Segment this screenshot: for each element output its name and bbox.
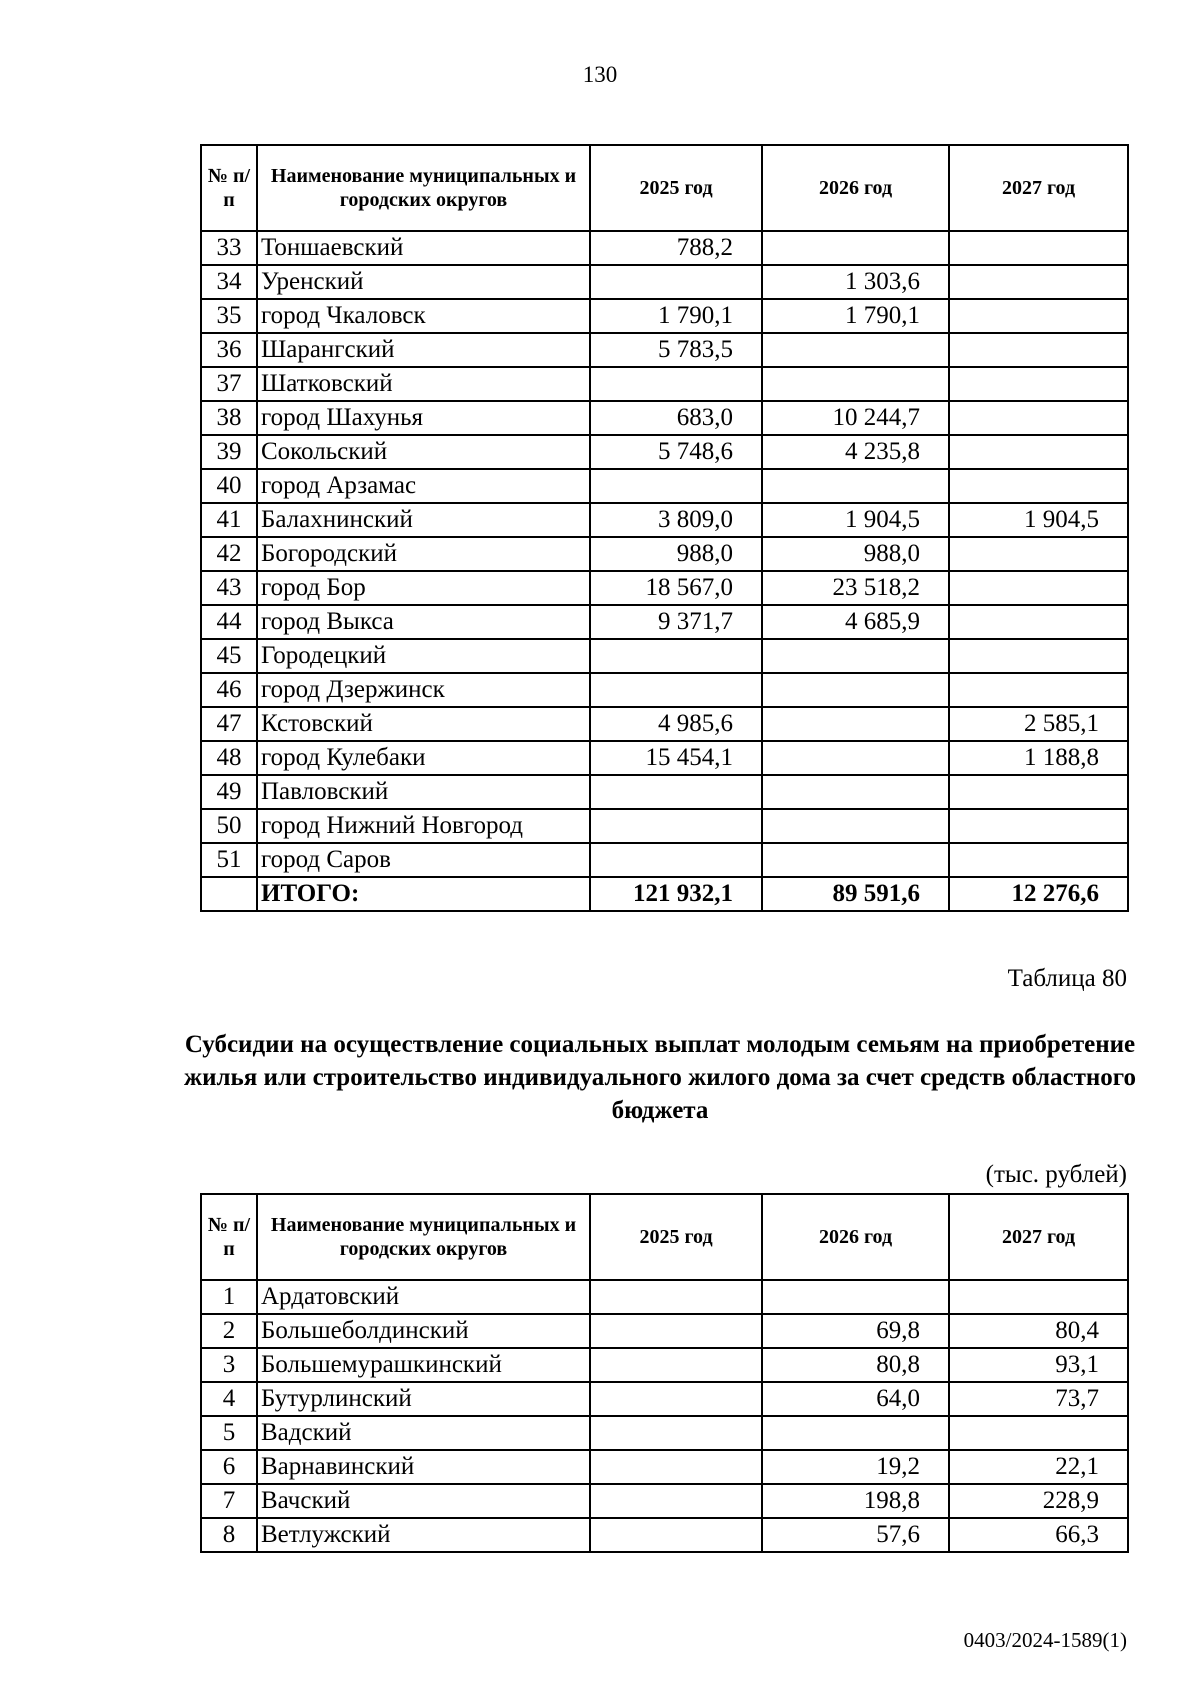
municipality-name: Ветлужский xyxy=(257,1518,590,1552)
municipality-name: Шарангский xyxy=(257,333,590,367)
page-number: 130 xyxy=(582,62,618,87)
col-header-2027: 2027 год xyxy=(949,1194,1128,1280)
value-2027: 2 585,1 xyxy=(949,707,1128,741)
municipality-name: город Саров xyxy=(257,843,590,877)
table-row xyxy=(201,265,1128,299)
value-2025 xyxy=(590,1450,762,1484)
row-number: 36 xyxy=(201,333,257,367)
municipal-subsidy-table-continued xyxy=(200,144,1129,912)
municipality-name: город Кулебаки xyxy=(257,741,590,775)
municipality-name: город Нижний Новгород xyxy=(257,809,590,843)
table-title: Субсидии на осуществление социальных выплат молодым семьям на приобретение жилья или строительство индивидуального жилого дома за счет средств областного бюджета xyxy=(183,1031,1137,1124)
municipality-name: Балахнинский xyxy=(257,503,590,537)
value-2026 xyxy=(762,707,949,741)
value-2027: 80,4 xyxy=(949,1314,1128,1348)
total-label: ИТОГО: xyxy=(257,877,590,911)
col-header-2027: 2027 год xyxy=(949,145,1128,231)
value-2027 xyxy=(949,809,1128,843)
value-2025: 683,0 xyxy=(590,401,762,435)
table-row xyxy=(201,707,1128,741)
table-row xyxy=(201,333,1128,367)
municipality-name: Большеболдинский xyxy=(257,1314,590,1348)
total-number xyxy=(201,877,257,911)
table-header-row xyxy=(201,1194,1128,1280)
value-2027: 73,7 xyxy=(949,1382,1128,1416)
value-2026 xyxy=(762,673,949,707)
row-number: 51 xyxy=(201,843,257,877)
value-2025: 5 783,5 xyxy=(590,333,762,367)
municipality-name: город Чкаловск xyxy=(257,299,590,333)
table-row xyxy=(201,435,1128,469)
table-label: Таблица 80 xyxy=(1007,965,1127,992)
value-2026 xyxy=(762,775,949,809)
table-row xyxy=(201,1348,1128,1382)
value-2027: 1 904,5 xyxy=(949,503,1128,537)
value-2025 xyxy=(590,1314,762,1348)
value-2025 xyxy=(590,673,762,707)
municipality-name: Богородский xyxy=(257,537,590,571)
value-2027 xyxy=(949,537,1128,571)
table-row xyxy=(201,741,1128,775)
municipality-name: Тоншаевский xyxy=(257,231,590,265)
table-row xyxy=(201,537,1128,571)
value-2027: 228,9 xyxy=(949,1484,1128,1518)
document-code: 0403/2024-1589(1) xyxy=(963,1628,1127,1652)
row-number: 46 xyxy=(201,673,257,707)
value-2025 xyxy=(590,1348,762,1382)
municipality-name: город Бор xyxy=(257,571,590,605)
row-number: 1 xyxy=(201,1280,257,1314)
value-2026 xyxy=(762,809,949,843)
value-2025 xyxy=(590,1416,762,1450)
row-number: 8 xyxy=(201,1518,257,1552)
municipality-name: Шатковский xyxy=(257,367,590,401)
table-row xyxy=(201,231,1128,265)
municipality-name: Кстовский xyxy=(257,707,590,741)
value-2025: 18 567,0 xyxy=(590,571,762,605)
value-2027: 93,1 xyxy=(949,1348,1128,1382)
col-header-number: № п/п xyxy=(201,145,257,231)
col-header-municipality: Наименование муниципальных и городских округов xyxy=(257,145,590,231)
young-families-subsidy-table xyxy=(200,1193,1129,1553)
row-number: 6 xyxy=(201,1450,257,1484)
table-row xyxy=(201,503,1128,537)
table-row xyxy=(201,401,1128,435)
value-2027: 22,1 xyxy=(949,1450,1128,1484)
value-2026: 23 518,2 xyxy=(762,571,949,605)
value-2025 xyxy=(590,809,762,843)
municipality-name: город Арзамас xyxy=(257,469,590,503)
value-2027 xyxy=(949,435,1128,469)
row-number: 47 xyxy=(201,707,257,741)
value-2027 xyxy=(949,1280,1128,1314)
value-2027 xyxy=(949,265,1128,299)
col-header-2026: 2026 год xyxy=(762,1194,949,1280)
row-number: 48 xyxy=(201,741,257,775)
row-number: 5 xyxy=(201,1416,257,1450)
value-2025: 9 371,7 xyxy=(590,605,762,639)
table-row xyxy=(201,367,1128,401)
municipality-name: Уренский xyxy=(257,265,590,299)
row-number: 44 xyxy=(201,605,257,639)
row-number: 43 xyxy=(201,571,257,605)
total-row xyxy=(201,877,1128,911)
table-row xyxy=(201,1280,1128,1314)
municipality-name: Варнавинский xyxy=(257,1450,590,1484)
value-2025 xyxy=(590,639,762,673)
value-2025 xyxy=(590,1382,762,1416)
municipality-name: Вачский xyxy=(257,1484,590,1518)
value-2025 xyxy=(590,1484,762,1518)
value-2026 xyxy=(762,639,949,673)
value-2026 xyxy=(762,741,949,775)
value-2026: 57,6 xyxy=(762,1518,949,1552)
row-number: 34 xyxy=(201,265,257,299)
value-2027 xyxy=(949,299,1128,333)
municipality-name: Бутурлинский xyxy=(257,1382,590,1416)
table-row xyxy=(201,1382,1128,1416)
value-2025 xyxy=(590,1518,762,1552)
value-2025 xyxy=(590,1280,762,1314)
table-row xyxy=(201,299,1128,333)
col-header-2026: 2026 год xyxy=(762,145,949,231)
table-row xyxy=(201,775,1128,809)
value-2025: 15 454,1 xyxy=(590,741,762,775)
value-2025: 4 985,6 xyxy=(590,707,762,741)
value-2026: 4 235,8 xyxy=(762,435,949,469)
table-row xyxy=(201,843,1128,877)
row-number: 39 xyxy=(201,435,257,469)
municipality-name: город Шахунья xyxy=(257,401,590,435)
table-row xyxy=(201,1416,1128,1450)
row-number: 42 xyxy=(201,537,257,571)
row-number: 33 xyxy=(201,231,257,265)
value-2025 xyxy=(590,843,762,877)
row-number: 2 xyxy=(201,1314,257,1348)
value-2025: 1 790,1 xyxy=(590,299,762,333)
row-number: 40 xyxy=(201,469,257,503)
value-2026 xyxy=(762,367,949,401)
value-2025 xyxy=(590,469,762,503)
municipality-name: город Выкса xyxy=(257,605,590,639)
table-row xyxy=(201,1518,1128,1552)
row-number: 41 xyxy=(201,503,257,537)
row-number: 49 xyxy=(201,775,257,809)
value-2027 xyxy=(949,673,1128,707)
value-2026 xyxy=(762,1280,949,1314)
col-header-2025: 2025 год xyxy=(590,1194,762,1280)
value-2026 xyxy=(762,333,949,367)
value-2025: 988,0 xyxy=(590,537,762,571)
municipality-name: Городецкий xyxy=(257,639,590,673)
municipality-name: Большемурашкинский xyxy=(257,1348,590,1382)
row-number: 45 xyxy=(201,639,257,673)
value-2026 xyxy=(762,231,949,265)
value-2027 xyxy=(949,639,1128,673)
municipality-name: Вадский xyxy=(257,1416,590,1450)
value-2026: 64,0 xyxy=(762,1382,949,1416)
col-header-number: № п/п xyxy=(201,1194,257,1280)
value-2026: 80,8 xyxy=(762,1348,949,1382)
value-2027 xyxy=(949,775,1128,809)
value-2026: 1 303,6 xyxy=(762,265,949,299)
value-2027 xyxy=(949,401,1128,435)
col-header-2025: 2025 год xyxy=(590,145,762,231)
row-number: 50 xyxy=(201,809,257,843)
table-row xyxy=(201,469,1128,503)
row-number: 7 xyxy=(201,1484,257,1518)
value-2026 xyxy=(762,843,949,877)
value-2025 xyxy=(590,367,762,401)
row-number: 3 xyxy=(201,1348,257,1382)
table-row xyxy=(201,1314,1128,1348)
table-row xyxy=(201,605,1128,639)
table-row xyxy=(201,571,1128,605)
value-2027 xyxy=(949,469,1128,503)
table-row xyxy=(201,673,1128,707)
value-2027 xyxy=(949,1416,1128,1450)
value-2027 xyxy=(949,231,1128,265)
value-2027: 66,3 xyxy=(949,1518,1128,1552)
value-2025: 5 748,6 xyxy=(590,435,762,469)
value-2026: 988,0 xyxy=(762,537,949,571)
municipality-name: Сокольский xyxy=(257,435,590,469)
col-header-municipality: Наименование муниципальных и городских округов xyxy=(257,1194,590,1280)
value-2027 xyxy=(949,843,1128,877)
row-number: 4 xyxy=(201,1382,257,1416)
municipality-name: Ардатовский xyxy=(257,1280,590,1314)
value-2026: 19,2 xyxy=(762,1450,949,1484)
value-2026 xyxy=(762,469,949,503)
municipality-name: город Дзержинск xyxy=(257,673,590,707)
row-number: 35 xyxy=(201,299,257,333)
table-row xyxy=(201,639,1128,673)
units-note: (тыс. рублей) xyxy=(985,1161,1127,1188)
value-2025 xyxy=(590,775,762,809)
table-row xyxy=(201,1484,1128,1518)
value-2026 xyxy=(762,1416,949,1450)
table-row xyxy=(201,1450,1128,1484)
value-2026: 1 790,1 xyxy=(762,299,949,333)
value-2025 xyxy=(590,265,762,299)
value-2025: 3 809,0 xyxy=(590,503,762,537)
table-header-row xyxy=(201,145,1128,231)
table-row xyxy=(201,809,1128,843)
row-number: 38 xyxy=(201,401,257,435)
value-2025: 788,2 xyxy=(590,231,762,265)
value-2027 xyxy=(949,605,1128,639)
value-2027 xyxy=(949,367,1128,401)
total-2025: 121 932,1 xyxy=(590,877,762,911)
value-2027 xyxy=(949,333,1128,367)
total-2027: 12 276,6 xyxy=(949,877,1128,911)
value-2026: 1 904,5 xyxy=(762,503,949,537)
total-2026: 89 591,6 xyxy=(762,877,949,911)
row-number: 37 xyxy=(201,367,257,401)
value-2026: 198,8 xyxy=(762,1484,949,1518)
value-2027 xyxy=(949,571,1128,605)
value-2026: 4 685,9 xyxy=(762,605,949,639)
value-2027: 1 188,8 xyxy=(949,741,1128,775)
municipality-name: Павловский xyxy=(257,775,590,809)
value-2026: 10 244,7 xyxy=(762,401,949,435)
value-2026: 69,8 xyxy=(762,1314,949,1348)
